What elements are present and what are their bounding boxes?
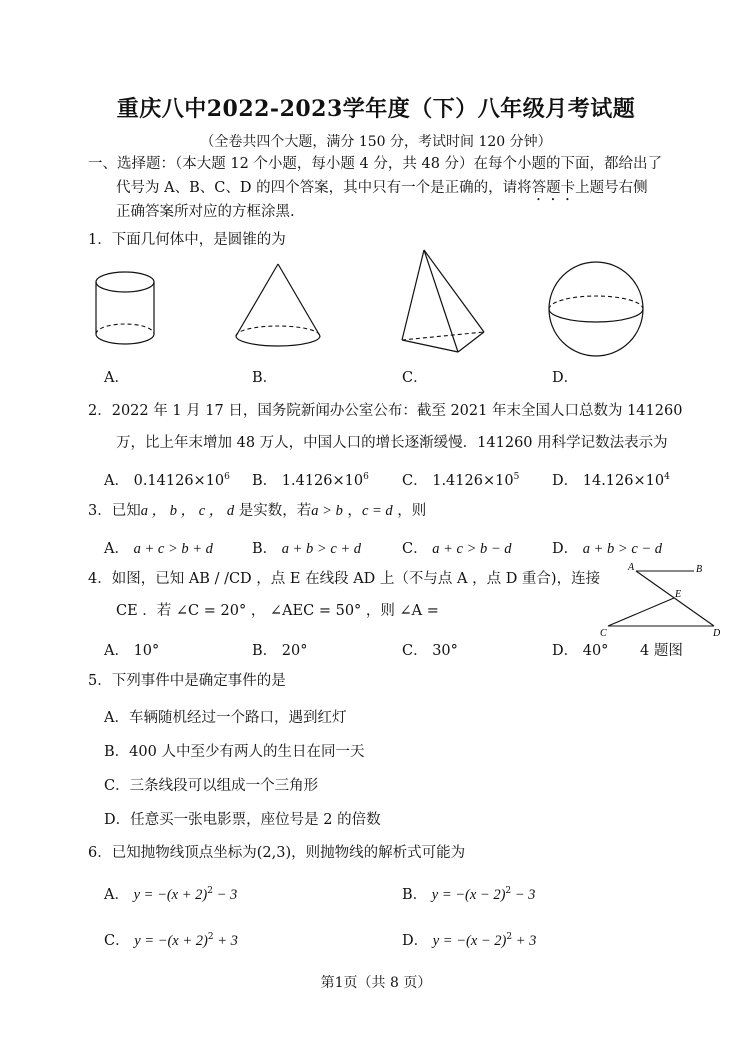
exam-info: （全卷共四个大题，满分 150 分，考试时间 120 分钟） [200, 134, 552, 150]
q4-figure-caption: 4 题图 [640, 643, 683, 659]
q5-option-d: D．任意买一张电影票，座位号是 2 的倍数 [104, 812, 381, 828]
q2-option-d: D． $14.126\times 10^4$ [552, 472, 670, 489]
label-point-b: B [696, 564, 703, 575]
question-6-stem: 6．已知抛物线顶点坐标为(2,3)，则抛物线的解析式可能为 [88, 845, 466, 861]
q4-geometry-figure [598, 560, 728, 640]
q3-option-b: B． a + b > c + d [252, 541, 362, 557]
label-point-d: D [713, 628, 721, 639]
section-line1: （本大题 12 个小题，每小题 4 分，共 48 分）在每个小题的下面，都给出了 [175, 156, 663, 172]
q6-option-a: A． $y = -(x + 2)^2 - 3$ [104, 886, 238, 903]
q1-option-c: C． [402, 370, 428, 386]
question-3-stem: 3．已知a ， b ， c ， d 是实数，若a > b ，c = d ，则 [88, 503, 427, 519]
question-2-stem-line2: 万，比上年末增加 48 万人，中国人口的增长逐渐缓慢．141260 用科学记数法表示为 [116, 435, 668, 451]
q4-option-d: D． 40° [552, 643, 609, 659]
page-footer: 第1页（共 8 页） [320, 975, 432, 991]
q4-option-a: A． 10° [104, 643, 160, 659]
q1-option-b: B． [252, 370, 278, 386]
label-point-e: E [675, 589, 682, 600]
tetrahedron-icon [398, 248, 498, 358]
sphere-icon [546, 262, 646, 362]
section-line3: 正确答案所对应的方框涂黑. [116, 204, 295, 220]
question-5-stem: 5．下列事件中是确定事件的是 [88, 673, 286, 689]
question-4-stem-line1: 4．如图，已知 AB / /CD ，点 E 在线段 AD 上（不与点 A ，点 D 重合)，连接 [88, 571, 601, 587]
question-4-stem-line2: CE ．若 ∠C = 20° ， ∠AEC = 50° ，则 ∠A = [116, 603, 439, 619]
cylinder-icon [90, 268, 170, 348]
q4-option-c: C． 30° [402, 643, 458, 659]
q6-option-b: B． $y = -(x - 2)^2 - 3$ [402, 886, 536, 903]
q6-option-d: D． $y = -(x - 2)^2 + 3$ [402, 932, 537, 949]
q5-option-c: C．三条线段可以组成一个三角形 [104, 778, 319, 794]
page-title: 重庆八中2022-2023学年度（下）八年级月考试题 [116, 96, 636, 122]
q3-option-a: A． a + c > b + d [104, 541, 213, 557]
q6-option-c: C． $y = -(x + 2)^2 + 3$ [104, 932, 238, 949]
q3-option-c: C． a + c > b − d [402, 541, 512, 557]
q5-option-b: B．400 人中至少有两人的生日在同一天 [104, 744, 365, 760]
section-instructions [88, 154, 662, 174]
question-2-stem-line1: 2．2022 年 1 月 17 日，国务院新闻办公室公布：截至 2021 年末全国人口总数为 141260 [88, 403, 683, 419]
section-line2: 代号为 A、B、C、D 的四个答案，其中只有一个是正确的，请将答题卡上题号右侧 [116, 180, 648, 196]
q1-option-a: A． [104, 370, 129, 386]
cone-icon [232, 262, 332, 352]
label-point-c: C [600, 628, 607, 639]
question-1-stem: 1．下面几何体中，是圆锥的为 [88, 232, 286, 248]
q2-option-b: B． $1.4126\times 10^6$ [252, 472, 369, 489]
q3-option-d: D． a + b > c − d [552, 541, 663, 557]
q2-option-a: A． $0.14126\times 10^6$ [104, 472, 230, 489]
label-point-a: A [628, 562, 635, 573]
section-label: 一、选择题： [88, 156, 175, 172]
q2-option-c: C． $1.4126\times 10^5$ [402, 472, 520, 489]
q1-option-d: D． [552, 370, 579, 386]
emphasis-answer-sheet: 答题卡 [531, 180, 576, 196]
q4-option-b: B． 20° [252, 643, 308, 659]
q5-option-a: A．车辆随机经过一个路口，遇到红灯 [104, 710, 347, 726]
